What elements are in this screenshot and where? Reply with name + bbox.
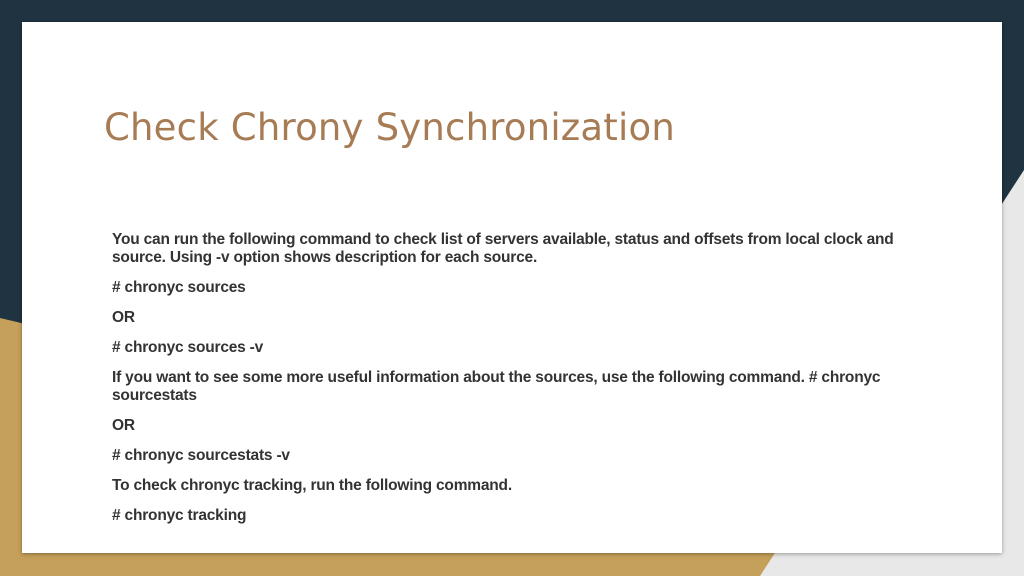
or-separator: OR bbox=[112, 309, 135, 326]
command-chronyc-sources: # chronyc sources bbox=[112, 279, 246, 296]
command-chronyc-sources-verbose: # chronyc sources -v bbox=[112, 339, 264, 356]
command-chronyc-tracking: # chronyc tracking bbox=[112, 507, 247, 524]
tracking-paragraph: To check chronyc tracking, run the following command. bbox=[112, 477, 512, 494]
slide-title: Check Chrony Synchronization bbox=[104, 106, 675, 149]
slide-body bbox=[112, 231, 922, 537]
command-chronyc-sourcestats-verbose: # chronyc sourcestats -v bbox=[112, 447, 290, 464]
or-separator: OR bbox=[112, 417, 135, 434]
sourcestats-paragraph: If you want to see some more useful information about the sources, use the following command. # chronyc sourcestats bbox=[112, 369, 881, 404]
slide-card bbox=[22, 22, 1002, 553]
intro-paragraph: You can run the following command to check list of servers available, status and offsets from local clock and source. Using -v option shows description for each source. bbox=[112, 231, 894, 266]
